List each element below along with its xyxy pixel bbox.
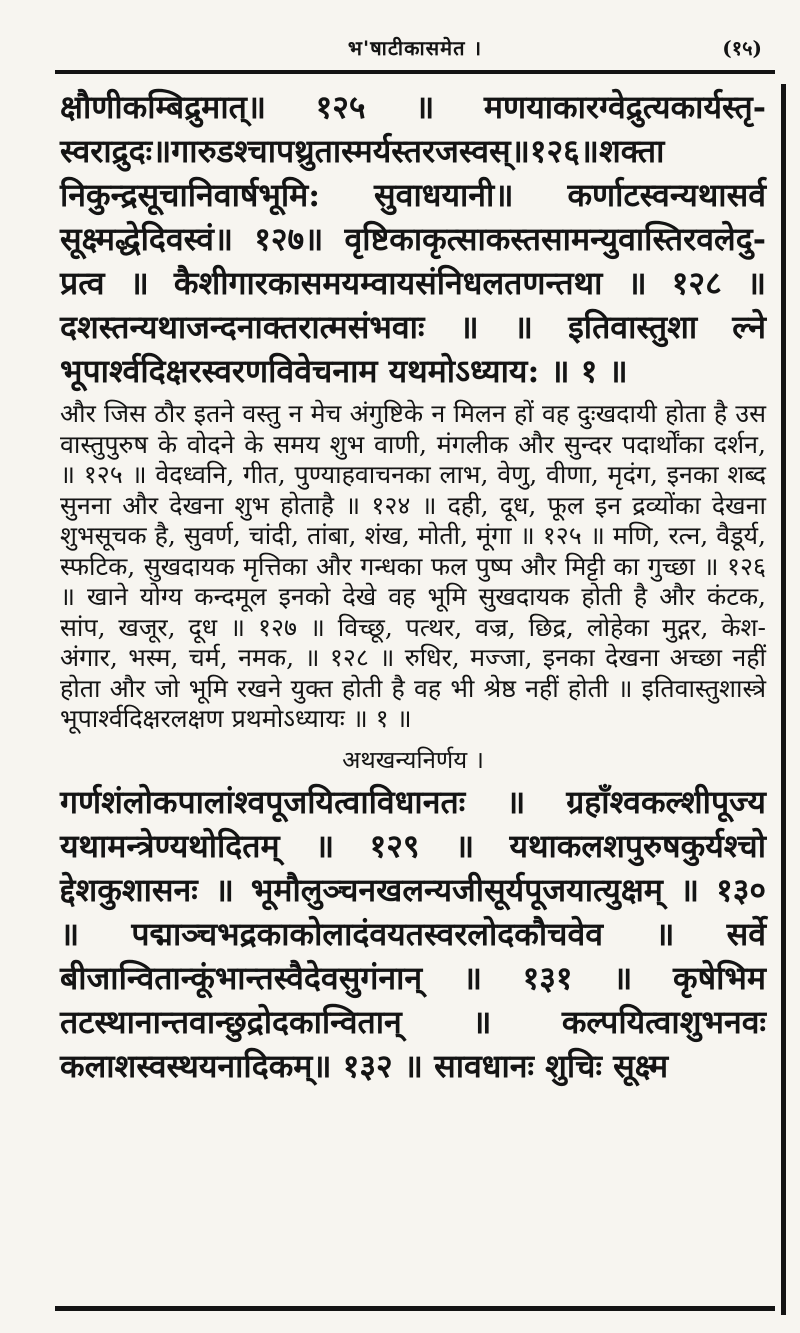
section-heading: अथखन्यनिर्णय ।	[342, 745, 484, 774]
hindi-commentary-block: और जिस ठौर इतने वस्तु न मेच अंगुष्टिके न मिलन हों वह दुःखदायी होता है उस वास्तुपुरुष के वोदने के समय शुभ वाणी, मंगलीक और सुन्दर पदार्थोंका दर्शन, ॥ १२५ ॥ वेदध्वनि, गीत, पुण्याहवाचनका लाभ, वेणु, वीणा, मृदंग, इनका शब्द सुनना और देखना शुभ होताहै ॥ १२४ ॥ दही, दूध, फूल इन द्रव्योंका देखना शुभसूचक है, सुवर्ण, चांदी, तांबा, शंख, मोती, मूंगा ॥ १२५ ॥ मणि, रत्न, वैडूर्य, स्फटिक, सुखदायक मृत्तिका और गन्धका फल पुष्प और मिट्टी का गुच्छा ॥ १२६ ॥ खाने योग्य कन्दमूल इनको देखे वह भूमि सुखदायक होती है और कंटक, सांप, खजूर, दूध ॥ १२७ ॥ विच्छू, पत्थर, वज्र, छिद्र, लोहेका मुद्गर, केश- अंगार, भस्म, चर्म, नमक, ॥ १२८ ॥ रुधिर, मज्जा, इनका देखना अच्छा नहीं होता और जो भूमि रखने युक्त होती है वह भी श्रेष्ठ नहीं होती ॥ इतिवास्तुशास्त्रे भूपार्श्वदिक्षरलक्षण प्रथमोऽध्यायः ॥ १ ॥	[60, 399, 766, 733]
sanskrit-verse-block-1: क्षौणीकम्बिद्रुमात्॥ १२५ ॥ मणयाकारग्वेद्रुत्यकार्यस्तृ- स्वराद्रुदः॥गारुडश्चापथ्रुतास्मर्यस्तरजस्वस्॥१२६॥शक्ता निकुन्द्रसूचानिवार्षभूमि: सुवाधयानी॥ कर्णाटस्वन्यथासर्व सूक्ष्मद्धेदिवस्वं॥ १२७॥ वृष्टिकाकृत्साकस्तसामन्युवास्तिरवलेदु- प्रत्व ॥ कैशीगारकासमयम्वायसंनिधलतणन्तथा ॥ १२८ ॥ दशस्तन्यथाजन्दनाक्तरात्मसंभवाः ॥ ॥ इतिवास्तुशा ल्ने भूपार्श्वदिक्षरस्वरणविवेचनाम यथमोऽध्याय: ॥ १ ॥	[60, 88, 766, 390]
page-header	[60, 28, 770, 68]
sanskrit-verse-block-2: गर्णशंलोकपालांश्वपूजयित्वाविधानतः ॥ ग्रहाँश्वकल्शीपूज्य यथामन्त्रेण्यथोदितम् ॥ १२९ ॥ यथाकलशपुरुषकुर्यश्चो द्देशकुशासनः ॥ भूमौलुञ्चनखलन्यजीसूर्यपूजयात्युक्षम् ॥ १३० ॥ पद्माञ्चभद्रकाकोलादंवयतस्वरलोदकौचवेव ॥ सर्वे बीजान्वितान्कूंभान्तस्वैदेवसुगंनान् ॥ १३१ ॥ कृषेभिम तटस्थानान्तवान्छुद्रोदकान्वितान् ॥ कल्पयित्वाशुभनवः कलाशस्वस्थयनादिकम्॥ १३२ ॥ सावधानः शुचिः सूक्ष्म	[60, 782, 766, 1085]
bottom-rule	[55, 1306, 775, 1311]
page-number: (१५)	[722, 36, 762, 60]
header-rule	[55, 70, 775, 74]
running-title: भ'षाटीकासमेत ।	[347, 36, 483, 60]
page-body	[60, 85, 766, 1293]
right-border-rule	[781, 84, 786, 1315]
